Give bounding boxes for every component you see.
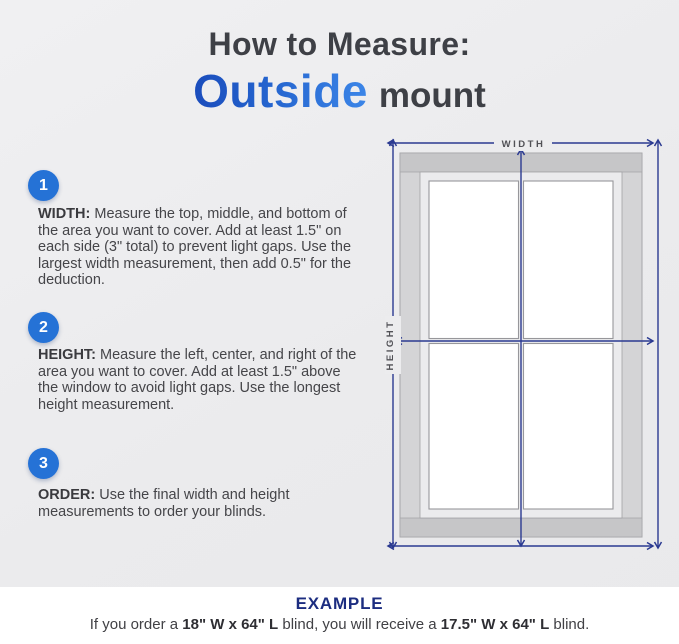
title-mount-type: Outside	[193, 65, 368, 117]
step-2-label: HEIGHT:	[38, 347, 96, 363]
step-3-body: Use the final width and height measurements to order your blinds.	[38, 487, 290, 520]
step-1-body: Measure the top, middle, and bottom of the area you want to cover. Add at least 1.5" on each side (3" total) to prevent light gaps. Use the largest width measurement, then add 0.5" for the deduction.	[38, 206, 352, 289]
example-middle: blind, you will receive a	[278, 616, 441, 633]
example-prefix: If you order a	[89, 616, 183, 633]
window-diagram-svg	[380, 130, 679, 600]
example-received-size: 17.5" W x 64" L	[440, 616, 550, 633]
example-suffix: blind.	[549, 616, 590, 633]
width-label: WIDTH	[501, 139, 546, 150]
title-line2	[0, 64, 679, 118]
step-1-badge: 1	[28, 170, 59, 201]
step-2-text	[38, 347, 358, 413]
window-pane-bottom-left	[429, 344, 519, 510]
example-sentence	[0, 616, 679, 633]
title-mount-word: mount	[378, 76, 486, 115]
step-3-text	[38, 487, 358, 520]
page-title	[0, 26, 679, 118]
step-2-badge: 2	[28, 312, 59, 343]
title-line1: How to Measure:	[208, 26, 471, 62]
height-label: HEIGHT	[385, 319, 396, 371]
example-footer	[0, 587, 679, 644]
window-pane-top-right	[524, 181, 614, 339]
window-pane-top-left	[429, 181, 519, 339]
window-pane-bottom-right	[524, 344, 614, 510]
window-measurement-diagram	[380, 130, 679, 600]
step-3-label: ORDER:	[38, 487, 96, 503]
step-1-text	[38, 206, 358, 289]
example-heading: EXAMPLE	[295, 594, 384, 613]
step-2-body: Measure the left, center, and right of the area you want to cover. Add at least 1.5" above the window to avoid light gaps. Use the longest height measurement.	[38, 347, 357, 413]
step-1-label: WIDTH:	[38, 206, 91, 222]
step-3-badge: 3	[28, 448, 59, 479]
example-order-size: 18" W x 64" L	[182, 616, 279, 633]
